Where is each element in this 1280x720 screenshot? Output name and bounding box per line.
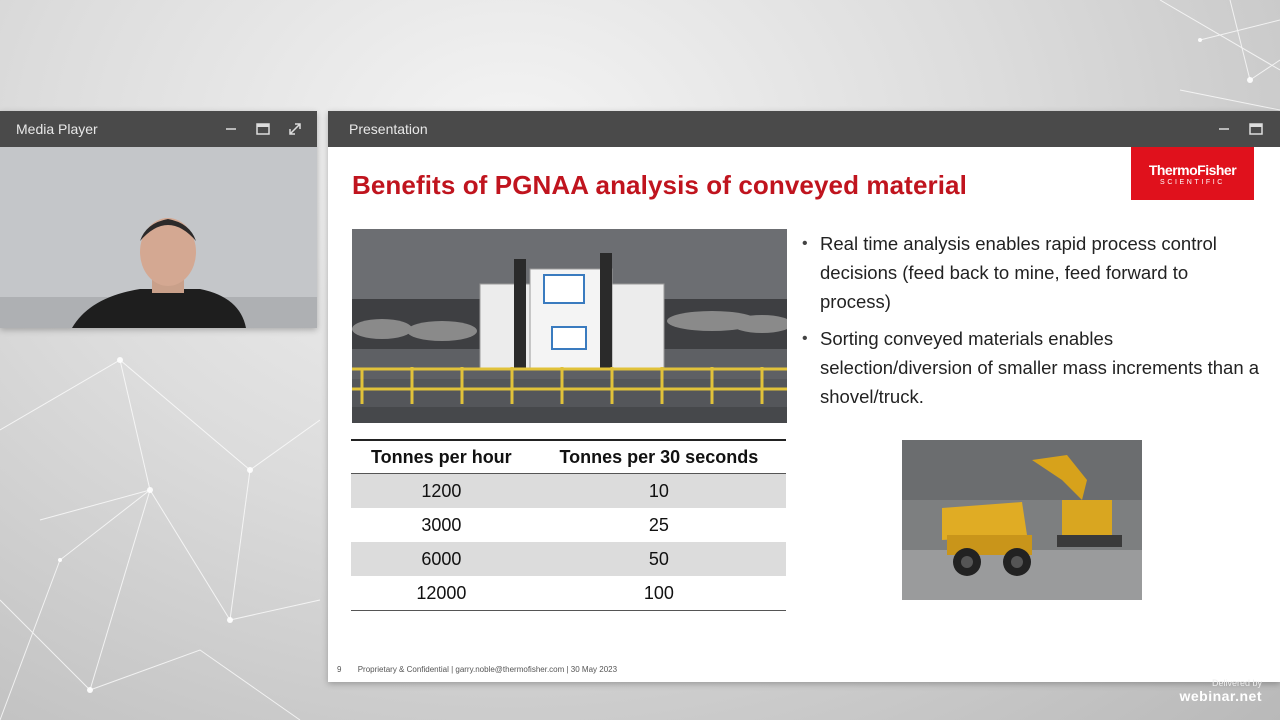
table-cell: 100: [532, 576, 786, 611]
slide-title: Benefits of PGNAA analysis of conveyed material: [352, 170, 967, 200]
table-cell: 10: [532, 474, 786, 509]
table-cell: 25: [648, 514, 669, 535]
column-header: Tonnes per hour: [351, 440, 532, 474]
table-cell: 6000: [351, 542, 532, 576]
presenter-video[interactable]: [0, 147, 317, 328]
table-row: [351, 508, 786, 542]
fullscreen-icon[interactable]: [279, 111, 311, 147]
column-header: Tonnes per 30 seconds: [532, 440, 786, 474]
maximize-icon[interactable]: [247, 111, 279, 147]
logo-line-1: ThermoFisher: [1148, 161, 1237, 178]
minimize-icon[interactable]: [1208, 111, 1240, 147]
page-number: 9: [337, 665, 342, 674]
webinar-branding[interactable]: [1179, 678, 1262, 704]
presentation-window: [328, 111, 1280, 682]
maximize-icon[interactable]: [1240, 111, 1272, 147]
tonnes-table: [351, 439, 786, 611]
presentation-title: Presentation: [349, 121, 428, 137]
slide: [328, 147, 1280, 682]
table-row: [351, 474, 786, 509]
bullet-list: [802, 229, 1262, 419]
webinar-site-label: webinar.net: [1179, 688, 1262, 704]
table-header-row: [351, 440, 786, 474]
slide-footer: [337, 665, 617, 674]
table-cell: 1200: [351, 474, 532, 509]
table-cell: 50: [532, 542, 786, 576]
conveyor-analyzer-image: [352, 229, 787, 423]
bullet-item: • Sorting conveyed materials enables selection/diversion of smaller mass increments than a shovel/truck.: [802, 324, 1262, 411]
media-player-window: [0, 111, 317, 328]
table-row: [351, 542, 786, 576]
minimize-icon[interactable]: [215, 111, 247, 147]
table-cell: 12000: [351, 576, 532, 611]
thermo-fisher-logo: [1131, 147, 1254, 200]
table-row: [351, 576, 786, 611]
presentation-titlebar: [328, 111, 1280, 147]
footer-text: Proprietary & Confidential | garry.noble@thermofisher.com | 30 May 2023: [357, 665, 618, 674]
delivered-by-label: Delivered by: [1211, 678, 1262, 688]
bullet-item: • Real time analysis enables rapid process control decisions (feed back to mine, feed forward to process): [802, 229, 1262, 316]
media-player-title: Media Player: [16, 121, 98, 137]
logo-line-2: SCIENTIFIC: [1160, 178, 1225, 186]
media-player-titlebar: [0, 111, 317, 147]
mining-truck-image: [902, 440, 1142, 600]
table-cell: 3000: [421, 514, 462, 535]
